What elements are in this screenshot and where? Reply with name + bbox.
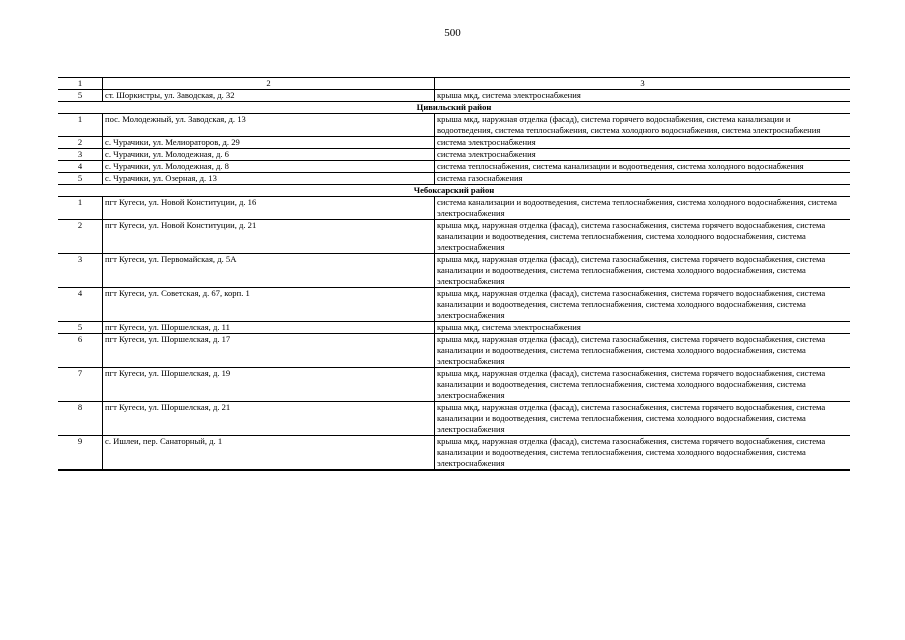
row-address: ст. Шоркистры, ул. Заводская, д. 32 [103,90,435,102]
row-address: пгт Кугеси, ул. Шоршелская, д. 17 [103,334,435,368]
row-number: 1 [58,197,103,220]
row-works: крыша мкд, наружная отделка (фасад), система горячего водоснабжения, система канализации и водоотведения, система теплоснабжения, система холодного водоснабжения, система электроснабжения [435,114,851,137]
row-address: пгт Кугеси, ул. Новой Конституции, д. 16 [103,197,435,220]
district-name: Цивильский район [58,102,850,114]
row-address: пгт Кугеси, ул. Первомайская, д. 5А [103,254,435,288]
table-row [58,197,850,220]
row-works: крыша мкд, система электроснабжения [435,90,851,102]
table-row [58,334,850,368]
row-works: система электроснабжения [435,149,851,161]
row-address: с. Чурачики, ул. Мелиораторов, д. 29 [103,137,435,149]
row-number: 5 [58,322,103,334]
row-address: с. Чурачики, ул. Молодежная, д. 8 [103,161,435,173]
row-number: 6 [58,334,103,368]
table-row [58,220,850,254]
row-works: система теплоснабжения, система канализации и водоотведения, система холодного водоснабжения [435,161,851,173]
table-row [58,436,850,471]
district-name: Чебоксарский район [58,185,850,197]
row-works: система газоснабжения [435,173,851,185]
row-works: система электроснабжения [435,137,851,149]
row-number: 2 [58,220,103,254]
row-number: 5 [58,90,103,102]
table-row [58,288,850,322]
row-address: пгт Кугеси, ул. Шоршелская, д. 19 [103,368,435,402]
row-address: пгт Кугеси, ул. Советская, д. 67, корп. 1 [103,288,435,322]
row-number: 7 [58,368,103,402]
table-row [58,173,850,185]
row-works: крыша мкд, наружная отделка (фасад), система газоснабжения, система горячего водоснабжения, система канализации и водоотведения, система теплоснабжения, система холодного водоснабжения, система электроснабжения [435,368,851,402]
row-number: 3 [58,149,103,161]
row-address: с. Чурачики, ул. Молодежная, д. 6 [103,149,435,161]
table-row [58,368,850,402]
header-col-3: 3 [435,78,851,90]
row-address: пос. Молодежный, ул. Заводская, д. 13 [103,114,435,137]
page-number: 500 [444,27,461,39]
table-row [58,149,850,161]
row-number: 1 [58,114,103,137]
row-address: пгт Кугеси, ул. Шоршелская, д. 11 [103,322,435,334]
row-number: 8 [58,402,103,436]
row-works: крыша мкд, наружная отделка (фасад), система газоснабжения, система горячего водоснабжения, система канализации и водоотведения, система теплоснабжения, система холодного водоснабжения, система электроснабжения [435,402,851,436]
row-works: крыша мкд, наружная отделка (фасад), система газоснабжения, система горячего водоснабжения, система канализации и водоотведения, система теплоснабжения, система холодного водоснабжения, система электроснабжения [435,220,851,254]
row-number: 5 [58,173,103,185]
table-row [58,254,850,288]
row-number: 3 [58,254,103,288]
row-address: пгт Кугеси, ул. Новой Конституции, д. 21 [103,220,435,254]
row-works: крыша мкд, наружная отделка (фасад), система газоснабжения, система горячего водоснабжения, система канализации и водоотведения, система теплоснабжения, система холодного водоснабжения, система электроснабжения [435,436,851,471]
table-row [58,402,850,436]
district-row [58,102,850,114]
header-col-1: 1 [58,78,103,90]
header-col-2: 2 [103,78,435,90]
row-works: крыша мкд, наружная отделка (фасад), система газоснабжения, система горячего водоснабжения, система канализации и водоотведения, система теплоснабжения, система холодного водоснабжения, система электроснабжения [435,334,851,368]
table-row [58,137,850,149]
row-address: с. Ишлеи, пер. Санаторный, д. 1 [103,436,435,471]
row-address: пгт Кугеси, ул. Шоршелская, д. 21 [103,402,435,436]
table-row [58,90,850,102]
row-number: 2 [58,137,103,149]
table-header-row [58,78,850,90]
row-works: крыша мкд, наружная отделка (фасад), система газоснабжения, система горячего водоснабжения, система канализации и водоотведения, система теплоснабжения, система холодного водоснабжения, система электроснабжения [435,254,851,288]
row-number: 4 [58,288,103,322]
table-row [58,114,850,137]
row-address: с. Чурачики, ул. Озерная, д. 13 [103,173,435,185]
row-works: крыша мкд, система электроснабжения [435,322,851,334]
table-body [58,78,850,471]
repair-works-table [58,77,850,471]
table-row [58,322,850,334]
district-row [58,185,850,197]
row-number: 9 [58,436,103,471]
row-number: 4 [58,161,103,173]
row-works: система канализации и водоотведения, система теплоснабжения, система холодного водоснабжения, система электроснабжения [435,197,851,220]
row-works: крыша мкд, наружная отделка (фасад), система газоснабжения, система горячего водоснабжения, система канализации и водоотведения, система теплоснабжения, система холодного водоснабжения, система электроснабжения [435,288,851,322]
table-row [58,161,850,173]
